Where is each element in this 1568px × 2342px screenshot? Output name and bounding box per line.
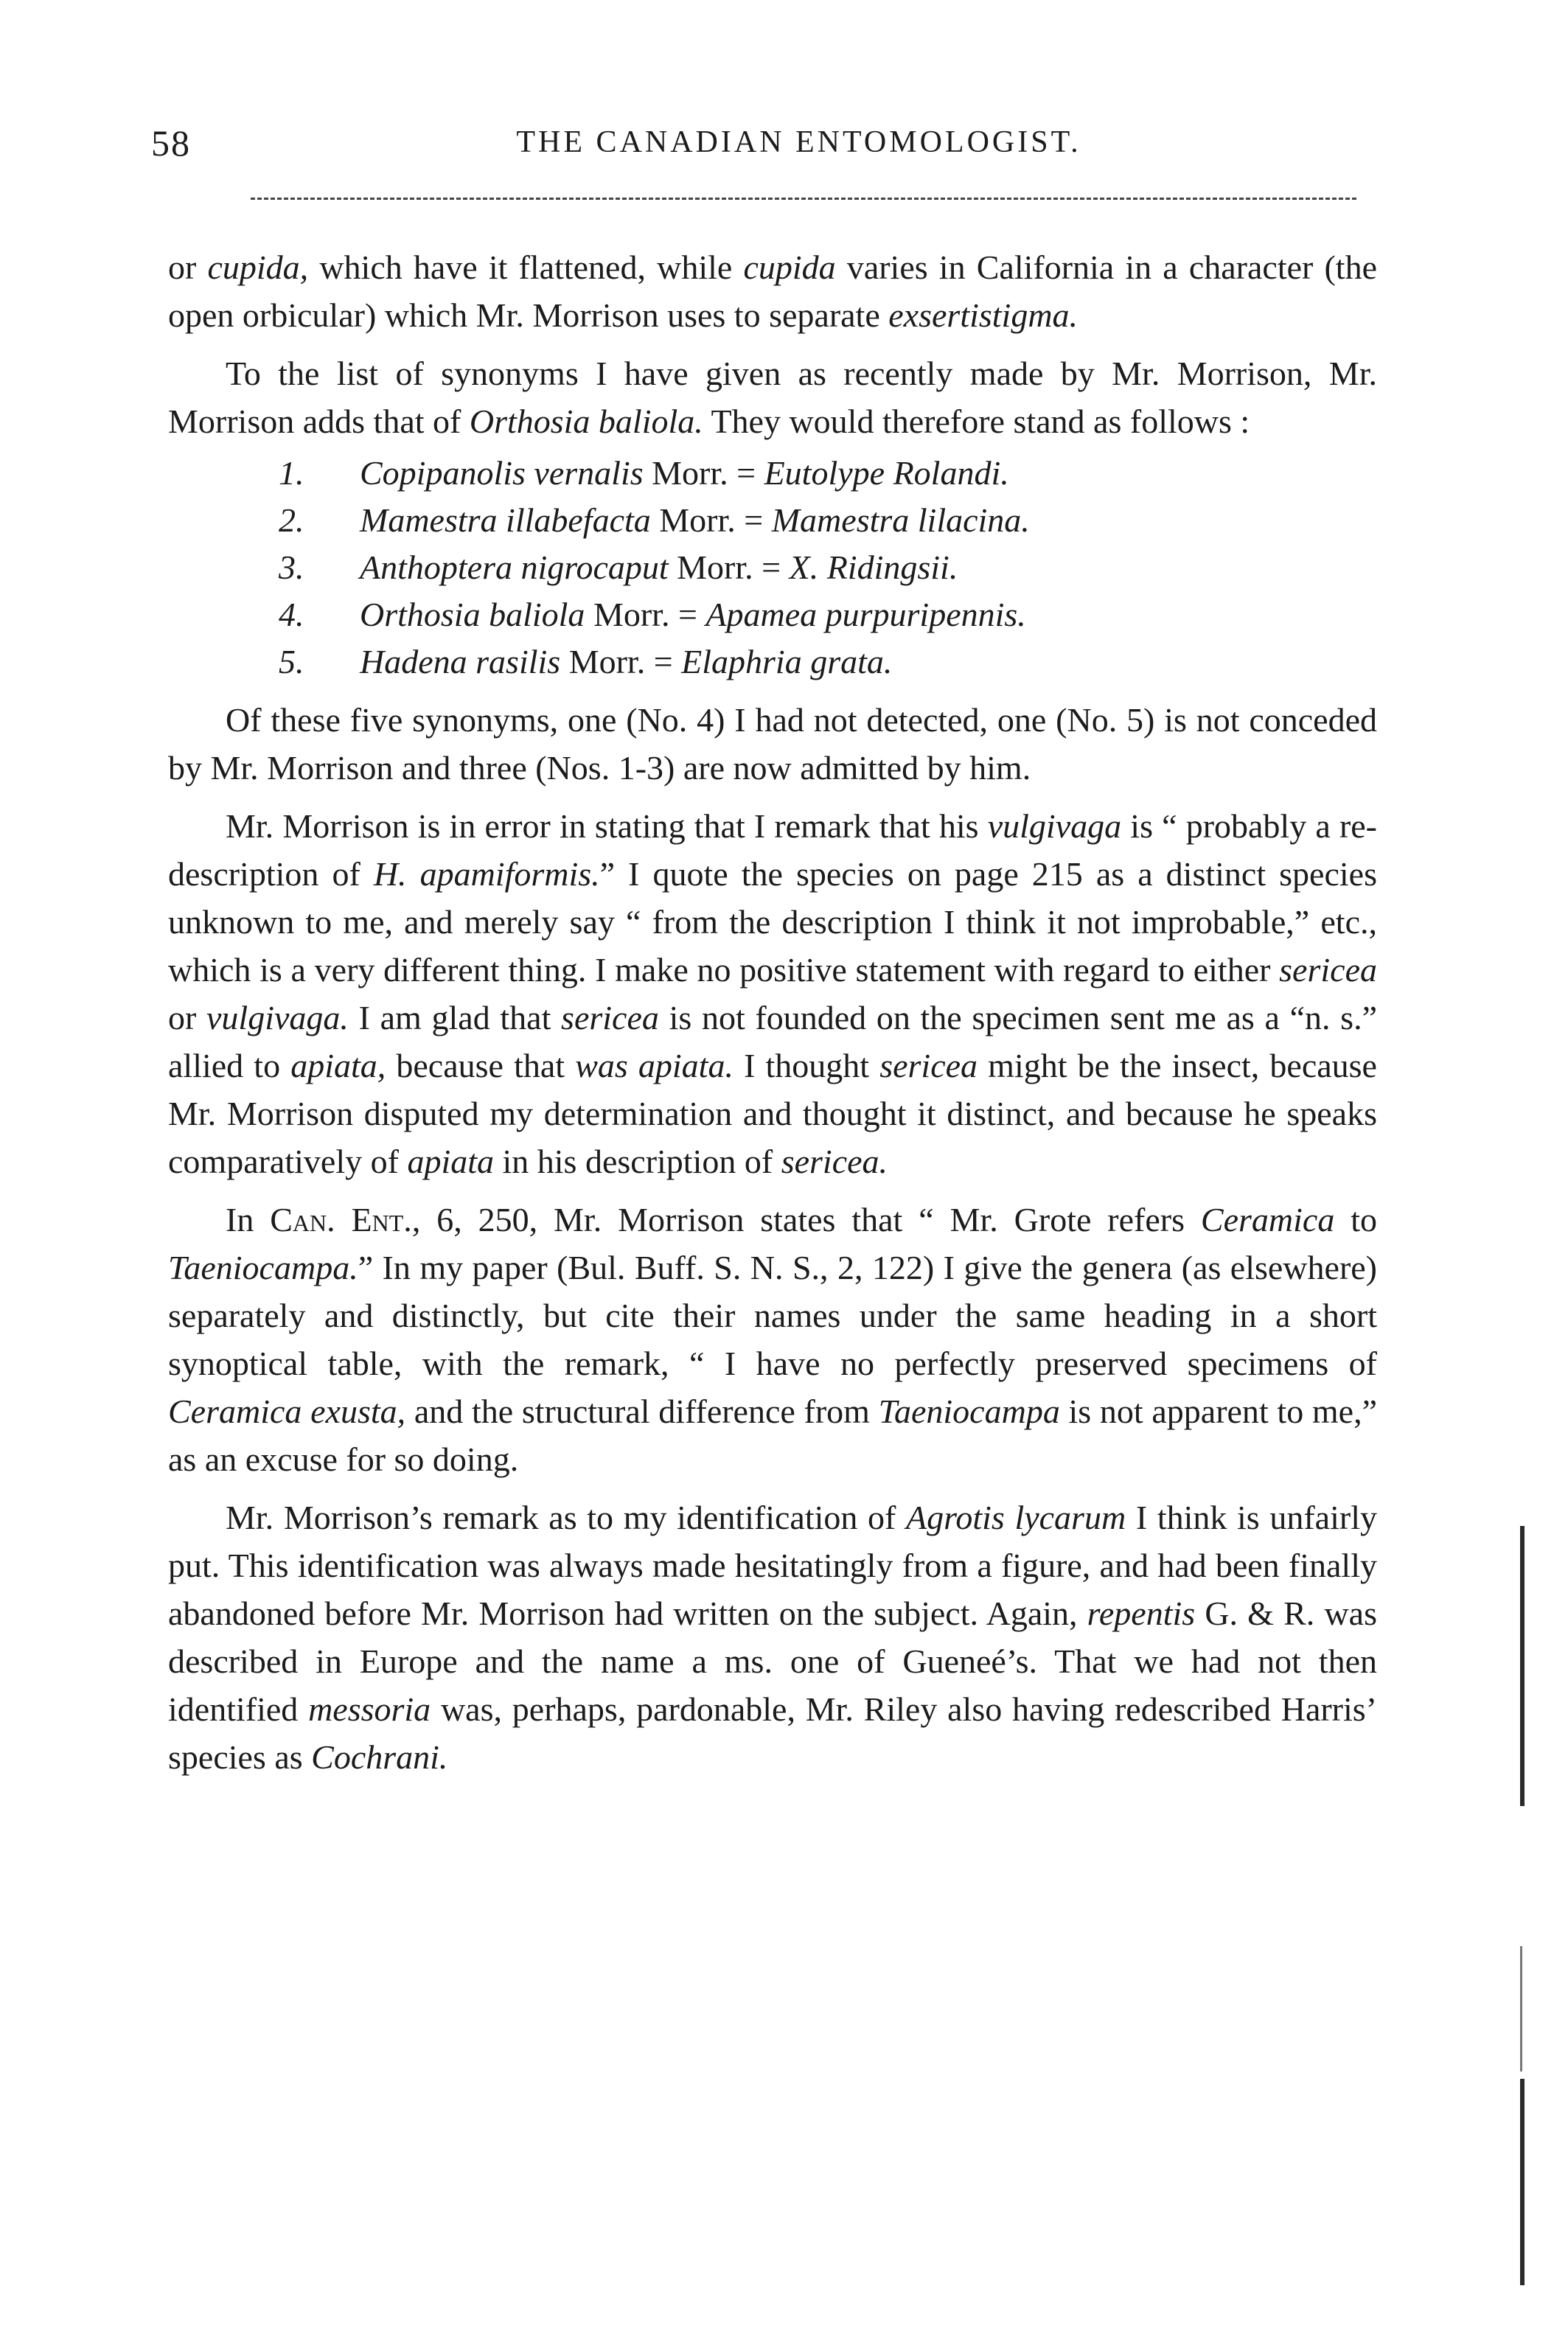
paragraph-synonyms-status: Of these five synonyms, one (No. 4) I had not detected, one (No. 5) is not conceded by Mr. Morrison and three (Nos. 1-3) are now admitted by him.	[168, 701, 1377, 787]
paragraph-agrotis: Mr. Morrison’s remark as to my identification of Agrotis lycarum I think is unfairly put. This identification was always made hesitatingly from a figure, and had been finally abandoned before Mr. Morrison had written on the subject. Again, repentis G. & R. was described in Europe and the name a ms. one of Gueneé’s. That we had not then identified messoria was, perhaps, pardonable, Mr. Riley also having redescribed Harris’ species as Cochrani.	[168, 1499, 1378, 1776]
paragraph-synonyms-intro: To the list of synonyms I have given as recently made by Mr. Morrison, Mr. Morrison adds that of Orthosia baliola. They would therefore stand as follows :	[168, 355, 1377, 440]
header-rule	[251, 198, 1356, 200]
synonym-item: 1. Copipanolis vernalis Morr. = Eutolype Rolandi.	[279, 454, 1009, 492]
paragraph-ceramica: In Can. Ent., 6, 250, Mr. Morrison states that “ Mr. Grote refers Ceramica to Taeniocampa.” In my paper (Bul. Buff. S. N. S., 2, 122) I give the genera (as elsewhere) separately and distinctly, but cite their names under the same heading in a short synoptical table, with the remark, “ I have no perfectly preserved specimens of Ceramica exusta, and the structural difference from Taeniocampa is not apparent to me,” as an excuse for so doing.	[168, 1201, 1378, 1478]
paragraph-vulgivaga: Mr. Morrison is in error in stating that I remark that his vulgivaga is “ probably a re-description of H. apamiformis.” I quote the species on page 215 as a distinct species unknown to me, and merely say “ from the description I think it not improbable,” etc., which is a very different thing. I make no positive statement with regard to either sericea or vulgivaga. I am glad that sericea is not founded on the specimen sent me as a “n. s.” allied to apiata, because that was apiata. I thought sericea might be the insect, because Mr. Morrison disputed my determination and thought it distinct, and because he speaks comparatively of apiata in his description of sericea.	[168, 807, 1377, 1180]
body-text	[168, 243, 1377, 1781]
synonym-item: 3. Anthoptera nigrocaput Morr. = X. Ridingsii.	[279, 548, 958, 586]
synonym-list	[168, 450, 1377, 686]
synonym-item: 5. Hadena rasilis Morr. = Elaphria grata.	[279, 643, 893, 680]
scan-margin-mark	[1520, 1946, 1522, 2071]
page-header	[0, 122, 1568, 181]
running-head: THE CANADIAN ENTOMOLOGIST.	[516, 125, 1081, 159]
page-number: 58	[151, 122, 191, 164]
synonym-item: 2. Mamestra illabefacta Morr. = Mamestra lilacina.	[279, 501, 1030, 539]
scan-margin-mark	[1520, 2079, 1525, 2285]
scan-margin-mark	[1520, 1526, 1525, 1806]
synonym-item: 4. Orthosia baliola Morr. = Apamea purpuripennis.	[279, 596, 1026, 633]
paragraph-continuation: or cupida, which have it flattened, while cupida varies in California in a character (the open orbicular) which Mr. Morrison uses to separate exsertistigma.	[168, 248, 1378, 334]
